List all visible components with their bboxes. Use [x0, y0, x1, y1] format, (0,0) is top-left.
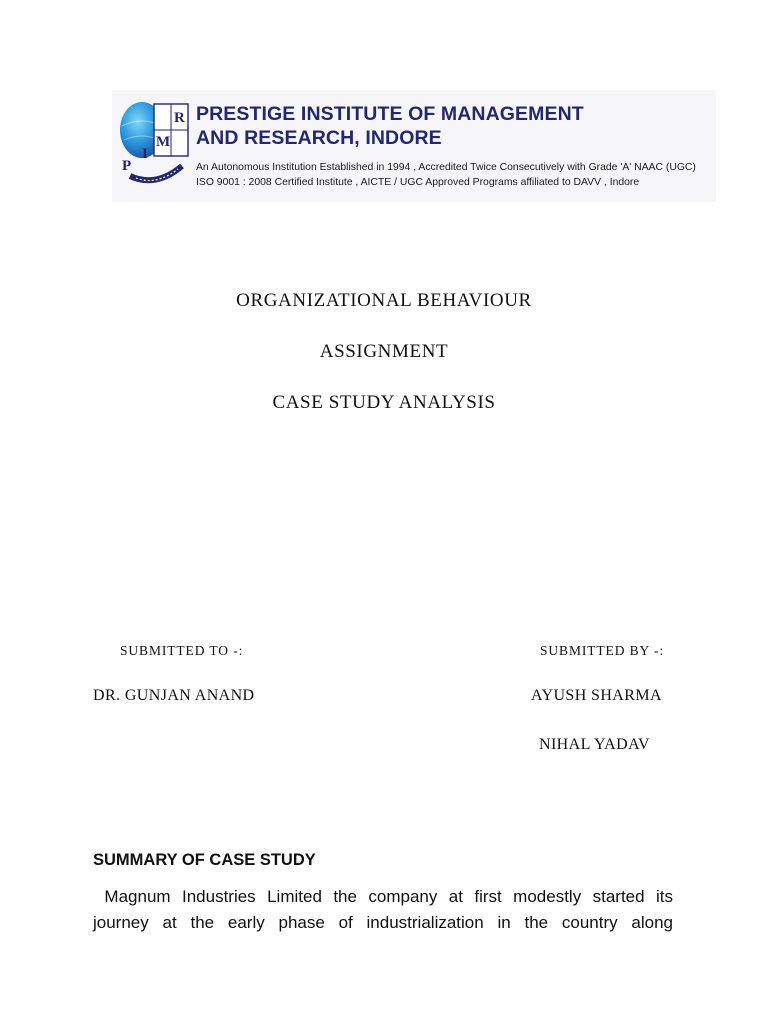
institute-logo-icon [116, 96, 192, 186]
institute-subtitle-line1: An Autonomous Institution Established in 1994 , Accredited Twice Consecutively with Grade 'A' NAAC (UGC) [196, 162, 696, 173]
submitted-by-name: AYUSH SHARMA [531, 687, 662, 704]
institute-name-line2: AND RESEARCH, INDORE [196, 127, 442, 149]
summary-line: journey at the early phase of industrialization in the country along [93, 913, 673, 932]
summary-paragraph [93, 884, 673, 936]
document-title-subject: ORGANIZATIONAL BEHAVIOUR [236, 290, 532, 311]
logo-letter-p: P [122, 158, 132, 174]
institute-subtitle [196, 160, 696, 190]
summary-heading: SUMMARY OF CASE STUDY [93, 851, 316, 869]
institute-banner [112, 90, 716, 202]
institute-name-line1: PRESTIGE INSTITUTE OF MANAGEMENT [196, 103, 584, 125]
logo-letter-r: R [174, 110, 185, 126]
institute-subtitle-line2: ISO 9001 : 2008 Certified Institute , AICTE / UGC Approved Programs affiliated to DAVV , Indore [196, 177, 640, 188]
logo-letter-i: I [142, 146, 148, 162]
institute-name [196, 102, 584, 150]
summary-line: Magnum Industries Limited the company at first modestly started its [93, 887, 673, 906]
submitted-by-label: SUBMITTED BY -: [540, 643, 664, 658]
submitted-to-name: DR. GUNJAN ANAND [93, 687, 255, 704]
document-title-type: ASSIGNMENT [319, 341, 449, 362]
logo-letter-m: M [156, 134, 171, 150]
document-title-topic: CASE STUDY ANALYSIS [272, 392, 496, 413]
submitted-to-label: SUBMITTED TO -: [120, 643, 244, 658]
submitted-by-name: NIHAL YADAV [539, 736, 650, 753]
